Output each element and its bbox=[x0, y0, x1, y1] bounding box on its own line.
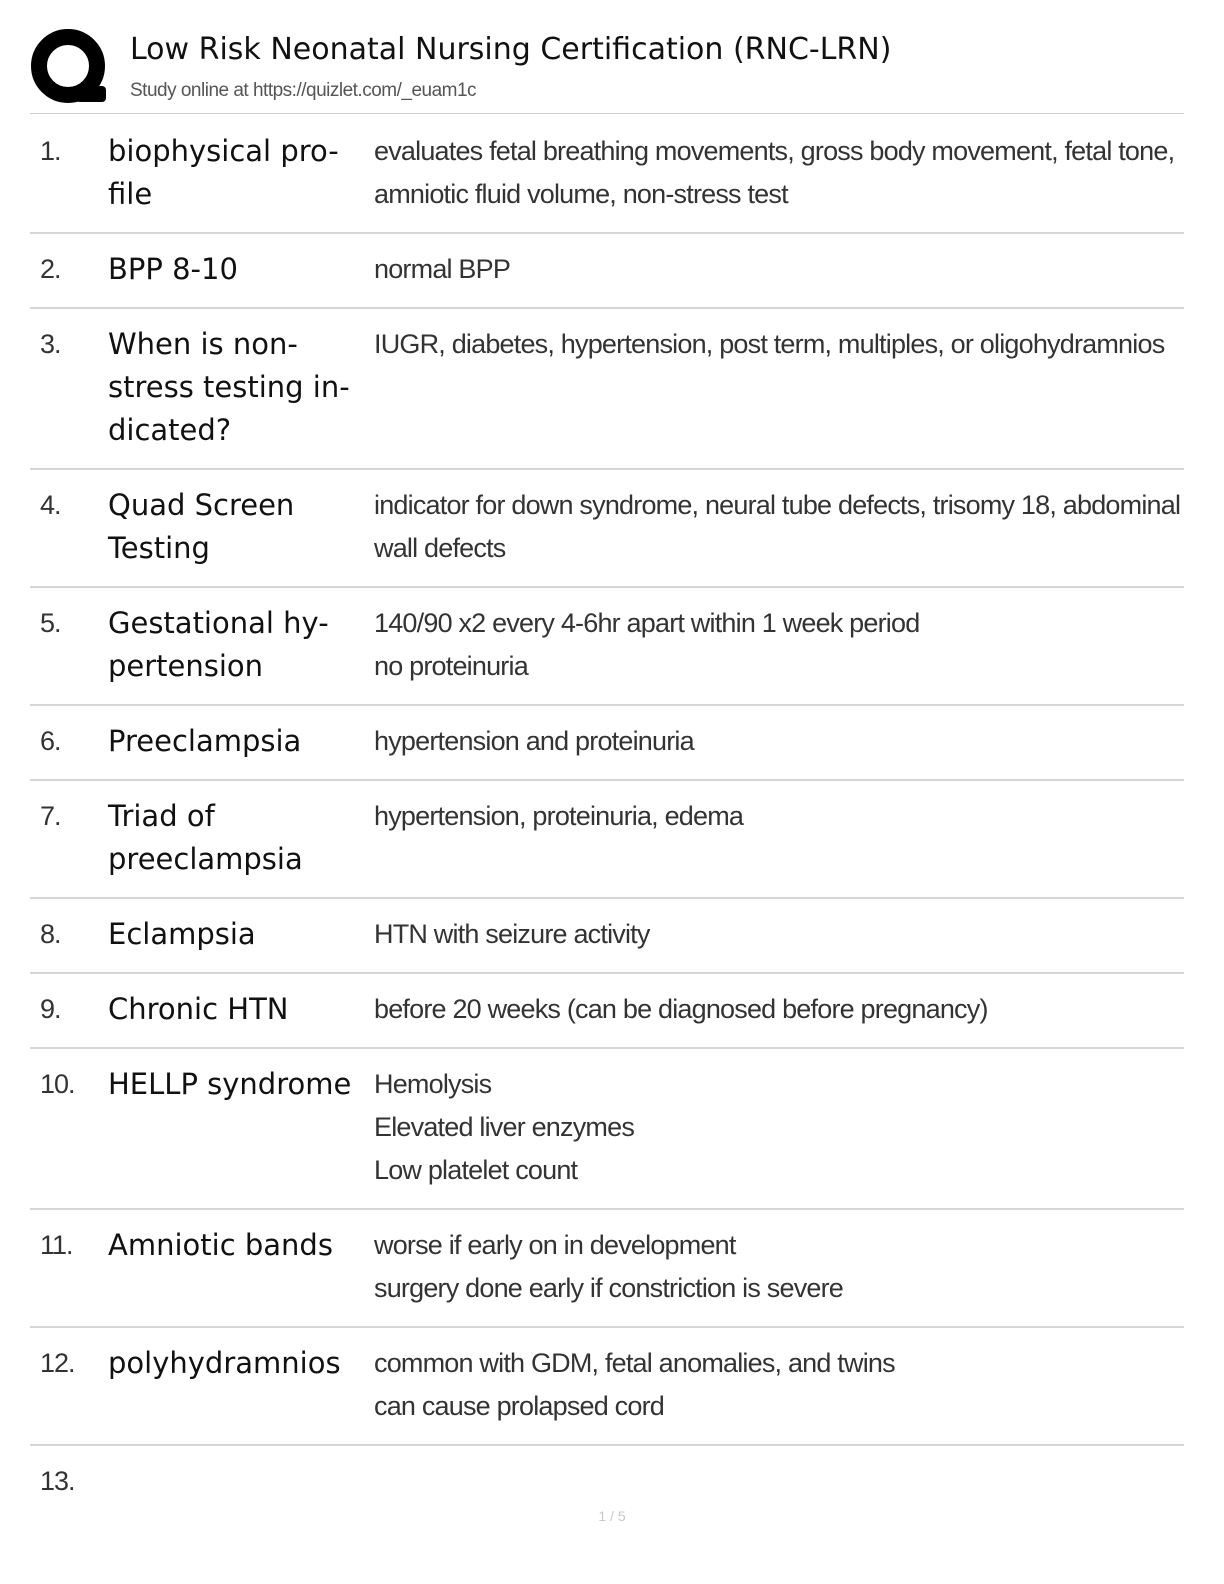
item-number: 7. bbox=[40, 801, 61, 831]
definition-line: 140/90 x2 every 4-6hr apart within 1 week period bbox=[374, 608, 920, 638]
page-number: 1 / 5 bbox=[598, 1508, 626, 1524]
item-term: Quad Screen Testing bbox=[108, 488, 295, 565]
definition-line: worse if early on in development bbox=[374, 1230, 736, 1260]
list-item bbox=[30, 974, 1184, 1049]
definition-line: normal BPP bbox=[374, 254, 511, 284]
definition-line: Hemolysis bbox=[374, 1069, 492, 1099]
list-item bbox=[30, 470, 1184, 588]
item-definition bbox=[374, 1063, 1184, 1192]
item-definition bbox=[374, 602, 1184, 688]
list-item bbox=[30, 781, 1184, 899]
item-term: Gestational hy- pertension bbox=[108, 606, 329, 683]
item-definition bbox=[374, 248, 1184, 291]
item-definition bbox=[374, 1342, 1184, 1428]
page-title: Low Risk Neonatal Nursing Certification (RNC-LRN) bbox=[130, 32, 892, 67]
item-term: When is non- stress testing in- dicated? bbox=[108, 327, 350, 447]
item-definition bbox=[374, 484, 1184, 570]
definition-line: hypertension and proteinuria bbox=[374, 726, 694, 756]
item-term: Amniotic bands bbox=[108, 1228, 333, 1262]
quizlet-q-logo-icon bbox=[30, 28, 110, 108]
item-number: 5. bbox=[40, 608, 61, 638]
item-definition bbox=[374, 130, 1184, 216]
definition-line: IUGR, diabetes, hypertension, post term, multiples, or oligohydramnios bbox=[374, 329, 1165, 359]
list-item bbox=[30, 588, 1184, 706]
item-definition bbox=[374, 1224, 1184, 1310]
list-item bbox=[30, 309, 1184, 470]
item-number: 1. bbox=[40, 136, 61, 166]
definition-line: HTN with seizure activity bbox=[374, 919, 650, 949]
flashcard-list bbox=[30, 116, 1184, 1517]
item-number: 13. bbox=[40, 1466, 75, 1496]
item-term: Eclampsia bbox=[108, 917, 256, 951]
study-link[interactable]: Study online at https://quizlet.com/_euam1c bbox=[130, 80, 477, 101]
item-term: Chronic HTN bbox=[108, 992, 289, 1026]
item-number: 6. bbox=[40, 726, 61, 756]
definition-line: Low platelet count bbox=[374, 1155, 578, 1185]
item-term: biophysical pro- file bbox=[108, 134, 339, 211]
item-number: 11. bbox=[40, 1230, 73, 1260]
item-number: 4. bbox=[40, 490, 61, 520]
item-definition bbox=[374, 913, 1184, 956]
item-number: 2. bbox=[40, 254, 61, 284]
list-item bbox=[30, 899, 1184, 974]
item-definition bbox=[374, 720, 1184, 763]
list-item bbox=[30, 1446, 1184, 1517]
definition-line: surgery done early if constriction is severe bbox=[374, 1273, 844, 1303]
definition-line: evaluates fetal breathing movements, gross body movement, fetal tone, amniotic fluid volume, non-stress test bbox=[374, 136, 1175, 209]
list-item bbox=[30, 234, 1184, 309]
item-term: Triad of preeclampsia bbox=[108, 799, 303, 876]
header bbox=[30, 28, 1184, 114]
header-divider bbox=[30, 113, 1184, 114]
definition-line: no proteinuria bbox=[374, 651, 528, 681]
definition-line: indicator for down syndrome, neural tube defects, trisomy 18, abdominal wall defects bbox=[374, 490, 1181, 563]
item-term: BPP 8-10 bbox=[108, 252, 238, 286]
item-number: 10. bbox=[40, 1069, 75, 1099]
list-item bbox=[30, 1328, 1184, 1446]
item-definition bbox=[374, 795, 1184, 838]
list-item bbox=[30, 116, 1184, 234]
definition-line: common with GDM, fetal anomalies, and twins bbox=[374, 1348, 895, 1378]
definition-line: can cause prolapsed cord bbox=[374, 1391, 664, 1421]
item-number: 9. bbox=[40, 994, 61, 1024]
item-number: 12. bbox=[40, 1348, 75, 1378]
item-term: HELLP syndrome bbox=[108, 1067, 352, 1101]
item-term: polyhydramnios bbox=[108, 1346, 341, 1380]
definition-line: before 20 weeks (can be diagnosed before pregnancy) bbox=[374, 994, 988, 1024]
list-item bbox=[30, 1049, 1184, 1210]
list-item bbox=[30, 1210, 1184, 1328]
item-term: Preeclampsia bbox=[108, 724, 302, 758]
item-definition bbox=[374, 988, 1184, 1031]
definition-line: hypertension, proteinuria, edema bbox=[374, 801, 744, 831]
list-item bbox=[30, 706, 1184, 781]
definition-line: Elevated liver enzymes bbox=[374, 1112, 635, 1142]
item-number: 8. bbox=[40, 919, 61, 949]
item-definition bbox=[374, 323, 1184, 366]
item-number: 3. bbox=[40, 329, 61, 359]
